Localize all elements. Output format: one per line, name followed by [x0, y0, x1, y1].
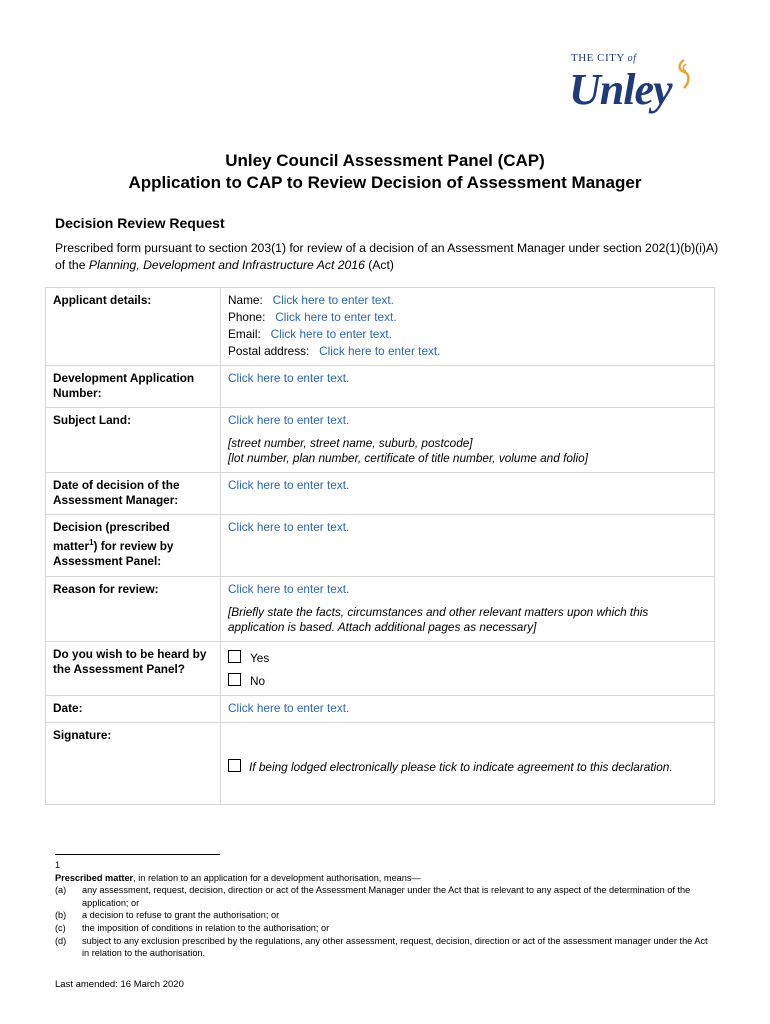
dev-app-number-field[interactable]: Click here to enter text. [228, 371, 350, 385]
subject-land-hint-address: [street number, street name, suburb, postcode] [228, 436, 473, 450]
yes-label: Yes [250, 650, 270, 665]
signature-label: Signature: [46, 722, 221, 804]
footnote [55, 859, 715, 960]
subject-land-row [46, 408, 715, 473]
subject-land-hint-title: [lot number, plan number, certificate of title number, volume and folio] [228, 451, 589, 465]
decision-field[interactable]: Click here to enter text. [228, 520, 350, 534]
footnote-divider [55, 854, 220, 855]
no-label: No [250, 673, 266, 688]
name-field[interactable]: Click here to enter text. [272, 293, 394, 307]
last-amended-footer: Last amended: 16 March 2020 [55, 979, 184, 990]
city-of-unley-logo [565, 50, 695, 118]
email-label: Email: [228, 327, 261, 341]
subject-land-field[interactable]: Click here to enter text. [228, 413, 350, 427]
footnote-item: (c) the imposition of conditions in relation to the authorisation; or [55, 922, 330, 933]
decision-label: Decision (prescribed matter$^1$) for review by Assessment Panel: [46, 515, 221, 577]
agreement-checkbox[interactable] [228, 759, 241, 772]
applicant-email-line [228, 327, 707, 342]
footnote-intro: Prescribed matter, in relation to an application for a development authorisation, means— [55, 872, 421, 883]
section-heading: Decision Review Request [55, 215, 225, 231]
signature-row [46, 722, 715, 804]
decision-date-label: Date of decision of the Assessment Manager: [46, 473, 221, 515]
heard-label: Do you wish to be heard by the Assessment Panel? [46, 641, 221, 695]
signature-area[interactable] [228, 728, 707, 758]
heard-no-option[interactable] [228, 673, 707, 689]
name-label: Name: [228, 293, 263, 307]
reason-hint: [Briefly state the facts, circumstances and other relevant matters upon which this application is based. Attach additional pages as necessary] [228, 604, 649, 634]
dev-app-row [46, 366, 715, 408]
reason-row [46, 576, 715, 641]
no-checkbox[interactable] [228, 673, 241, 686]
agreement-text: If being lodged electronically please tick to indicate agreement to this declaration. [249, 759, 673, 774]
logo-script-text: Unley [569, 65, 672, 114]
footnote-item: (d) subject to any exclusion prescribed by the regulations, any other assessment, request, decision, direction or act of the assessment manager under the Act in relation to the authorisation. [55, 935, 708, 959]
phone-field[interactable]: Click here to enter text. [275, 310, 397, 324]
applicant-postal-line [228, 344, 707, 359]
decision-date-field[interactable]: Click here to enter text. [228, 478, 350, 492]
postal-address-field[interactable]: Click here to enter text. [319, 344, 441, 358]
footnote-item: (b) a decision to refuse to grant the authorisation; or [55, 910, 280, 921]
footnote-number: 1 [55, 860, 61, 870]
subject-land-label: Subject Land: [46, 408, 221, 473]
decision-row [46, 515, 715, 577]
heard-yes-option[interactable] [228, 650, 707, 666]
date-row [46, 695, 715, 722]
heard-row [46, 641, 715, 695]
logo-top-text: THE CITY of [571, 52, 637, 64]
reason-field[interactable]: Click here to enter text. [228, 581, 350, 596]
date-label: Date: [46, 695, 221, 722]
postal-label: Postal address: [228, 344, 310, 358]
page-title: Unley Council Assessment Panel (CAP) [225, 151, 545, 170]
applicant-label: Applicant details: [46, 288, 221, 366]
agreement-option [228, 758, 707, 776]
phone-label: Phone: [228, 310, 266, 324]
decision-date-row [46, 473, 715, 515]
yes-checkbox[interactable] [228, 650, 241, 663]
applicant-phone-line [228, 310, 707, 325]
applicant-name-line [228, 293, 707, 308]
page-subtitle: Application to CAP to Review Decision of Assessment Manager [128, 173, 642, 192]
intro-paragraph: Prescribed form pursuant to section 203(1) for review of a decision of an Assessment Manager under section 202(1)(b)(i)A) of the Planning, Development and Infrastructure Act 2016 (Act) [55, 241, 719, 272]
footnote-item: (a) any assessment, request, decision, direction or act of the Assessment Manager under the Act that is relevant to any aspect of the determination of the application; or [55, 885, 691, 908]
dev-app-label: Development Application Number: [46, 366, 221, 408]
logo-swirl-icon [675, 58, 693, 92]
reason-label: Reason for review: [46, 576, 221, 641]
email-field[interactable]: Click here to enter text. [270, 327, 392, 341]
applicant-row [46, 288, 715, 366]
review-request-form [45, 287, 715, 805]
date-field[interactable]: Click here to enter text. [228, 700, 350, 715]
